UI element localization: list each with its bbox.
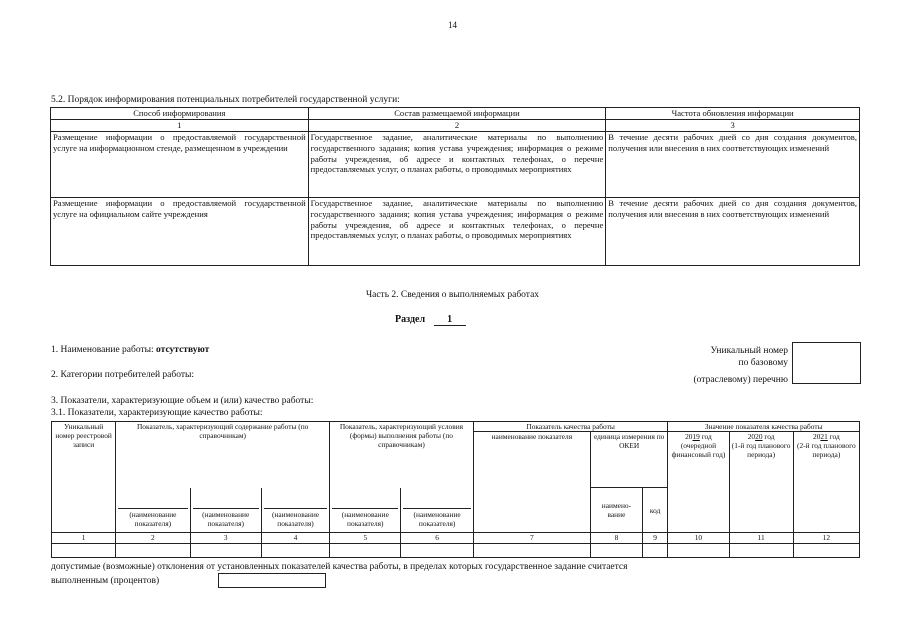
year-value: 21: [820, 432, 828, 441]
year-value: 19: [692, 432, 700, 441]
empty-cell[interactable]: [793, 544, 859, 558]
deviation-text-line-1: допустимые (возможные) отклонения от установленных показателей качества работы, в пределах которых государственное задание считается: [51, 562, 628, 572]
deviation-percent-field[interactable]: [218, 573, 326, 588]
column-number: 9: [642, 533, 667, 544]
column-number: 8: [590, 533, 642, 544]
work-name-value: отсутствуют: [156, 345, 210, 355]
header-content: Состав размещаемой информации: [308, 108, 606, 120]
work-name: [51, 345, 209, 356]
row-frequency: В течение десяти рабочих дней со дня создания документов, получения или внесения в них соответствующих изменений: [606, 132, 860, 198]
year-description: (2-й год планового периода): [797, 441, 856, 459]
page-number: 14: [448, 20, 457, 30]
header-indicator-name: наименование показателя: [473, 432, 590, 533]
sub-indicator-2: [190, 488, 261, 533]
header-conditions-indicator: Показатель, характеризующий условия (формы) выполнения работы (по справочникам): [330, 422, 474, 488]
indicators-title: 3. Показатели, характеризующие объем и (или) качество работы:: [51, 396, 314, 406]
header-unit-name: наимено-вание: [590, 488, 642, 533]
quality-indicators-title: 3.1. Показатели, характеризующие качество работы:: [51, 408, 263, 418]
razdel-heading: [395, 314, 466, 326]
header-number-1: 1: [51, 120, 309, 132]
section-5-2-title: 5.2. Порядок информирования потенциальных потребителей государственной услуги:: [51, 95, 400, 105]
header-number-2: 2: [308, 120, 606, 132]
empty-cell[interactable]: [642, 544, 667, 558]
column-number: 1: [52, 533, 116, 544]
row-content: Государственное задание, аналитические материалы по выполнению государственного задания; копия устава учреждения; информация о режиме работы учреждения, об адресе и контактных телефонах, о перечне предоставляемых услуг, о планах работы, о проводимых мероприятиях: [308, 132, 606, 198]
razdel-number: 1: [434, 314, 466, 326]
column-number: 7: [473, 533, 590, 544]
header-year-1: [668, 432, 729, 533]
empty-cell[interactable]: [668, 544, 729, 558]
column-number: 11: [729, 533, 793, 544]
column-number: 12: [793, 533, 859, 544]
sub-indicator-label: (наименование показателя): [193, 508, 259, 528]
sub-indicator-4: [330, 488, 401, 533]
sub-indicator-label: (наименование показателя): [264, 508, 327, 528]
empty-cell[interactable]: [330, 544, 401, 558]
column-number: 5: [330, 533, 401, 544]
sub-indicator-5: [401, 488, 473, 533]
row-method: Размещение информации о предоставляемой государственной услуге на официальном сайте учреждения: [51, 198, 309, 266]
table-row: [51, 132, 860, 198]
header-quality-value: Значение показателя качества работы: [668, 422, 860, 432]
sub-indicator-3: [261, 488, 329, 533]
header-number-3: 3: [606, 120, 860, 132]
empty-cell[interactable]: [590, 544, 642, 558]
year-value: 20: [755, 432, 763, 441]
header-method: Способ информирования: [51, 108, 309, 120]
table-row: [51, 198, 860, 266]
unique-number-line-2: по базовому: [738, 358, 788, 368]
year-prefix: 20: [747, 432, 756, 441]
empty-cell[interactable]: [473, 544, 590, 558]
row-frequency: В течение десяти рабочих дней со дня создания документов, получения или внесения в них соответствующих изменений: [606, 198, 860, 266]
work-name-label: 1. Наименование работы:: [51, 345, 157, 355]
deviation-text-line-2: выполненным (процентов): [51, 576, 160, 586]
empty-cell[interactable]: [52, 544, 116, 558]
column-number: 2: [116, 533, 190, 544]
sub-indicator-label: (наименование показателя): [403, 508, 470, 528]
header-year-3: [793, 432, 859, 533]
sub-indicator-1: [116, 488, 190, 533]
header-year-2: [729, 432, 793, 533]
column-number: 3: [190, 533, 261, 544]
unique-number-line-1: Уникальный номер: [710, 346, 788, 356]
header-unit-code: код: [642, 488, 667, 533]
information-table: [50, 107, 860, 266]
column-number: 10: [668, 533, 729, 544]
empty-cell[interactable]: [190, 544, 261, 558]
year-prefix: 20: [685, 432, 693, 441]
year-description: (1-й год планового периода): [731, 441, 791, 459]
unique-number-label: [600, 345, 788, 386]
year-suffix: год: [827, 432, 840, 441]
unique-number-line-3: (отраслевому) перечню: [693, 375, 788, 385]
column-number: 6: [401, 533, 473, 544]
empty-cell[interactable]: [116, 544, 190, 558]
header-registry-number: Уникальный номер реестровой записи: [52, 422, 116, 533]
quality-table: [51, 421, 860, 558]
razdel-label: Раздел: [395, 314, 426, 325]
table-row: [52, 544, 860, 558]
row-method: Размещение информации о предоставляемой государственной услуге на информационном стенде, размещенном в учреждении: [51, 132, 309, 198]
sub-indicator-label: (наименование показателя): [118, 508, 187, 528]
sub-indicator-label: (наименование показателя): [332, 508, 398, 528]
header-frequency: Частота обновления информации: [606, 108, 860, 120]
empty-cell[interactable]: [261, 544, 329, 558]
year-suffix: год: [762, 432, 775, 441]
part-2-title: Часть 2. Сведения о выполняемых работах: [365, 290, 540, 300]
unique-number-field[interactable]: [792, 342, 861, 384]
year-description: (очередной финансовый год): [671, 441, 726, 459]
column-number: 4: [261, 533, 329, 544]
year-prefix: 20: [812, 432, 821, 441]
header-quality-indicator: Показатель качества работы: [473, 422, 668, 432]
year-suffix: год: [699, 432, 712, 441]
header-unit: единица измерения по ОКЕИ: [590, 432, 667, 488]
empty-cell[interactable]: [729, 544, 793, 558]
row-content: Государственное задание, аналитические материалы по выполнению государственного задания; копия устава учреждения; информация о режиме работы учреждения, об адресе и контактных телефонах, о перечне предоставляемых услуг, о планах работы, о проводимых мероприятиях: [308, 198, 606, 266]
empty-cell[interactable]: [401, 544, 473, 558]
consumer-categories: 2. Категории потребителей работы:: [51, 370, 194, 380]
header-content-indicator: Показатель, характеризующий содержание работы (по справочникам): [116, 422, 330, 488]
